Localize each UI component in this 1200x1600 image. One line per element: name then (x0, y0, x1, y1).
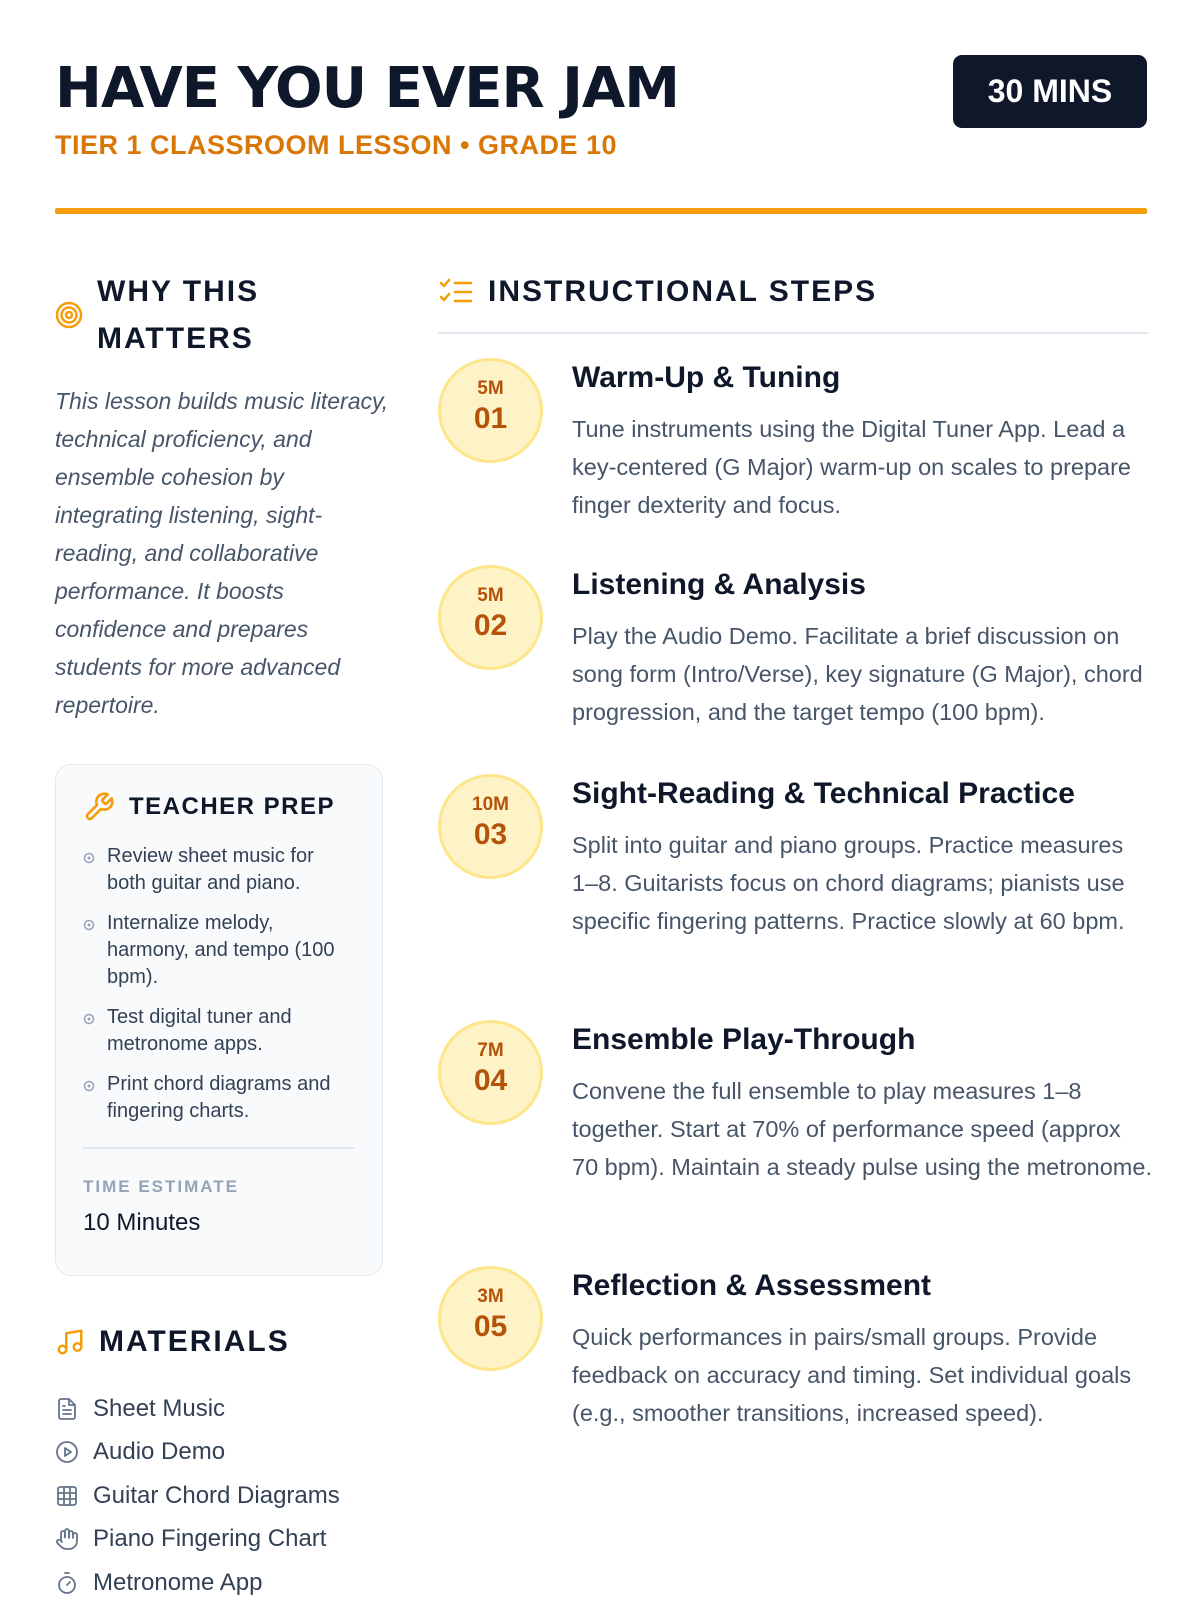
step-minutes: 3M (477, 1286, 504, 1307)
time-estimate-label: TIME ESTIMATE (83, 1176, 240, 1196)
document-icon (55, 1397, 79, 1421)
wrench-icon (83, 791, 115, 823)
prep-item-text: Review sheet music for both guitar and piano. (107, 845, 314, 894)
step-minutes: 10M (472, 794, 509, 815)
list-item (83, 910, 355, 991)
circle-bullet-icon (83, 1080, 95, 1125)
list-item (55, 1561, 395, 1600)
step-description: Split into guitar and piano groups. Practice measures 1–8. Guitarists focus on chord diagrams; pianists use specific fingering patterns. Practice slowly at 60 bpm. (572, 832, 1125, 934)
list-item (55, 1474, 395, 1518)
step-description: Play the Audio Demo. Facilitate a brief discussion on song form (Intro/Verse), key signature (G Major), chord progression, and the target tempo (100 bpm). (572, 623, 1143, 725)
teacher-prep-label: TEACHER PREP (129, 793, 336, 820)
why-heading-label: WHY THIS MATTERS (97, 275, 260, 355)
materials-label: MATERIALS (99, 1325, 290, 1358)
duration-badge: 30 MINS (953, 55, 1147, 128)
step-number: 03 (473, 818, 508, 851)
materials-section (55, 1318, 395, 1600)
hand-icon (55, 1527, 79, 1551)
stopwatch-icon (55, 1571, 79, 1595)
material-label: Sheet Music (93, 1394, 226, 1422)
lesson-title: HAVE YOU EVER JAM (55, 56, 679, 121)
material-label: Piano Fingering Chart (93, 1525, 327, 1553)
prep-divider (83, 1147, 355, 1149)
list-item (55, 1518, 395, 1562)
teacher-prep-card (55, 764, 383, 1276)
step-title: Warm-Up & Tuning (572, 361, 841, 394)
materials-heading (55, 1318, 395, 1365)
why-text: This lesson builds music literacy, technical proficiency, and ensemble cohesion by integrating listening, sight-reading, and collaborative performance. It boosts confidence and prepares students for more advanced repertoire. (55, 388, 389, 718)
step-title: Ensemble Play-Through (572, 1023, 916, 1056)
why-heading (55, 268, 385, 362)
step-number: 01 (473, 402, 508, 435)
step-badge (438, 565, 543, 670)
circle-bullet-icon (83, 1013, 95, 1058)
step-minutes: 5M (477, 585, 504, 606)
step-minutes: 5M (477, 378, 504, 399)
step-title: Reflection & Assessment (572, 1269, 932, 1302)
lesson-subtitle: TIER 1 CLASSROOM LESSON • GRADE 10 (55, 130, 618, 160)
steps-section (438, 268, 1152, 1426)
list-item (83, 843, 355, 897)
step-number: 05 (473, 1310, 508, 1343)
prep-item-text: Test digital tuner and metronome apps. (107, 1006, 292, 1055)
prep-list (83, 843, 355, 1125)
list-item (55, 1431, 395, 1475)
step-badge (438, 358, 543, 463)
list-item (83, 1004, 355, 1058)
step-description: Quick performances in pairs/small groups. Provide feedback on accuracy and timing. Set individual goals (e.g., smoother transitions, increased speed). (572, 1324, 1132, 1426)
step-description: Tune instruments using the Digital Tuner App. Lead a key-centered (G Major) warm-up on scales to prepare finger dexterity and focus. (572, 416, 1131, 518)
circle-bullet-icon (83, 852, 95, 897)
play-circle-icon (55, 1440, 79, 1464)
steps-divider (438, 332, 1148, 334)
grid-icon (55, 1484, 79, 1508)
prep-item-text: Internalize melody, harmony, and tempo (100 bpm). (107, 912, 335, 988)
step-badge (438, 774, 543, 879)
steps-heading-label: INSTRUCTIONAL STEPS (488, 275, 878, 308)
time-estimate-value: 10 Minutes (83, 1208, 201, 1236)
checklist-icon (438, 276, 474, 308)
materials-list (55, 1387, 395, 1600)
material-label: Guitar Chord Diagrams (93, 1481, 340, 1509)
lesson-header (55, 52, 1147, 212)
material-label: Metronome App (93, 1568, 263, 1596)
prep-item-text: Print chord diagrams and fingering charts. (107, 1073, 331, 1122)
music-note-icon (55, 1327, 85, 1357)
step-description: Convene the full ensemble to play measures 1–8 together. Start at 70% of performance speed (approx 70 bpm). Maintain a steady pulse using the metronome. (572, 1078, 1152, 1180)
step-number: 04 (473, 1064, 508, 1097)
steps-heading (438, 268, 1148, 316)
list-item (83, 1071, 355, 1125)
step-minutes: 7M (477, 1040, 504, 1061)
step-badge (438, 1266, 543, 1371)
material-label: Audio Demo (93, 1438, 226, 1466)
header-divider (55, 208, 1147, 214)
list-item (55, 1387, 395, 1431)
step-number: 02 (473, 609, 508, 642)
circle-bullet-icon (83, 919, 95, 991)
teacher-prep-heading (83, 791, 355, 823)
step-badge (438, 1020, 543, 1125)
why-section (55, 268, 389, 724)
step-title: Listening & Analysis (572, 568, 866, 601)
target-icon (55, 301, 83, 329)
step-title: Sight-Reading & Technical Practice (572, 777, 1075, 810)
